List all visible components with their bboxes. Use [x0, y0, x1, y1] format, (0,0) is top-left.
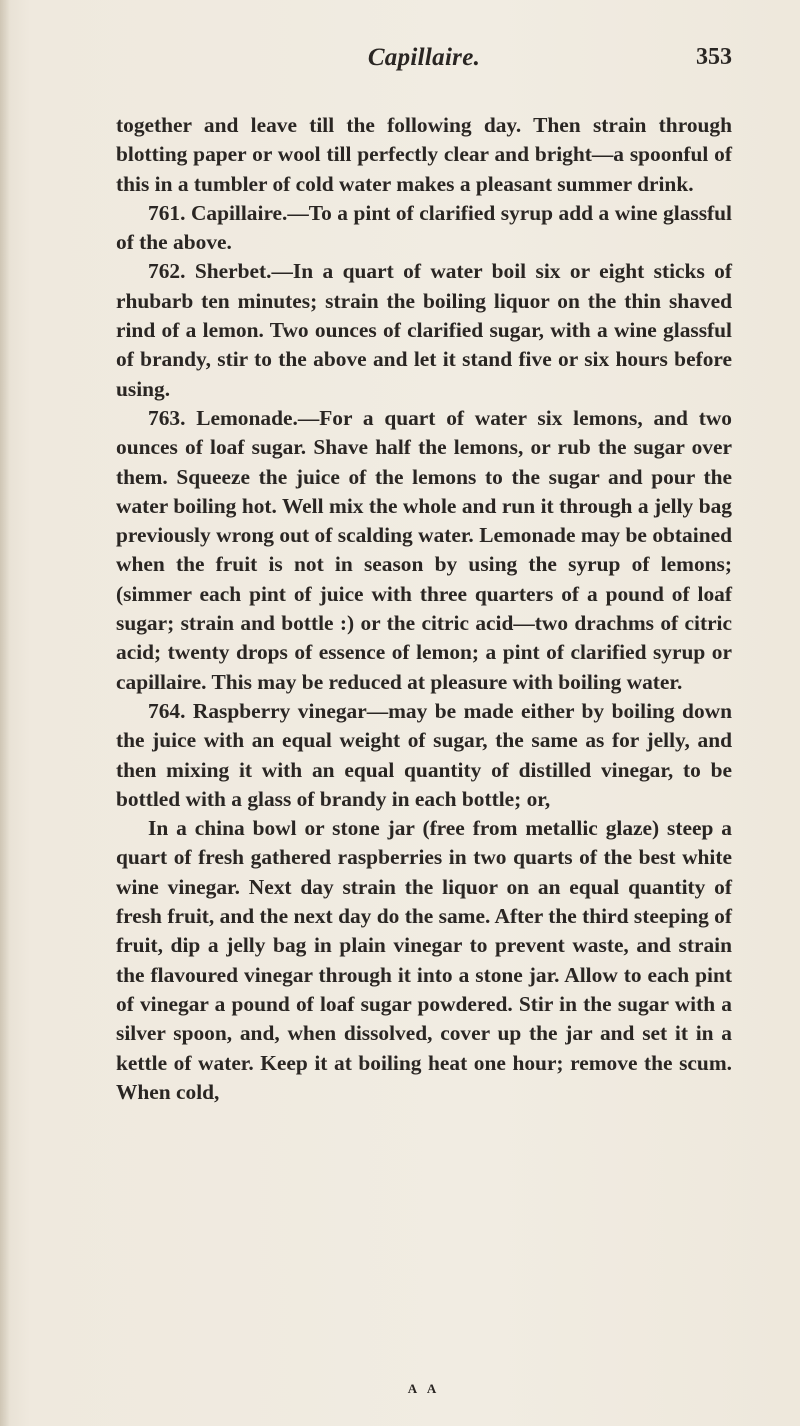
- signature-mark: A A: [407, 1381, 441, 1396]
- paragraph-continuation: together and leave till the following day. Then strain through blotting paper or wool till perfectly clear and bright—a spoonful of this in a tumbler of cold water makes a pleasant summer drink.: [116, 113, 732, 196]
- recipe-764-raspberry-vinegar: 764. Raspberry vinegar—may be made either by boiling down the juice with an equal weight of sugar, the same as for jelly, and then mixing it with an equal quantity of distilled vinegar, to be bottled with a glass of brandy in each bottle; or,: [116, 698, 732, 811]
- recipe-764-alternative-method: In a china bowl or stone jar (free from metallic glaze) steep a quart of fresh gathered raspberries in two quarts of the best white wine vinegar. Next day strain the liquor on an equal quantity of fresh fruit, and the next day do the same. After the third steeping of fruit, dip a jelly bag in plain vinegar to prevent waste, and strain the flavoured vinegar through it into a stone jar. Allow to each pint of vinegar a pound of loaf sugar powdered. Stir in the sugar with a silver spoon, and, when dissolved, cover up the jar and set it in a kettle of water. Keep it at boiling heat one hour; remove the scum. When cold,: [116, 816, 732, 1104]
- recipe-762-sherbet: 762. Sherbet.—In a quart of water boil six or eight sticks of rhubarb ten minutes; strain the boiling liquor on the thin shaved rind of a lemon. Two ounces of clarified sugar, with a wine glassful of brandy, stir to the above and let it stand five or six hours before using.: [116, 259, 732, 401]
- recipe-761-capillaire: 761. Capillaire.—To a pint of clarified syrup add a wine glassful of the above.: [116, 200, 732, 255]
- page-header: [116, 44, 732, 84]
- running-title: Capillaire.: [367, 44, 481, 71]
- binding-shadow: [0, 0, 10, 1426]
- recipe-763-lemonade: 763. Lemonade.—For a quart of water six lemons, and two ounces of loaf sugar. Shave half the lemons, or rub the sugar over them. Squeeze the juice of the lemons to the sugar and pour the water boiling hot. Well mix the whole and run it through a jelly bag previously wrong out of scalding water. Lemonade may be obtained when the fruit is not in season by using the syrup of lemons; (simmer each pint of juice with three quarters of a pound of loaf sugar; strain and bottle :) or the citric acid—two drachms of citric acid; twenty drops of essence of lemon; a pint of clarified syrup or capillaire. This may be reduced at pleasure with boiling water.: [116, 405, 732, 694]
- page-number: 353: [696, 44, 732, 70]
- body-text: [116, 111, 732, 1107]
